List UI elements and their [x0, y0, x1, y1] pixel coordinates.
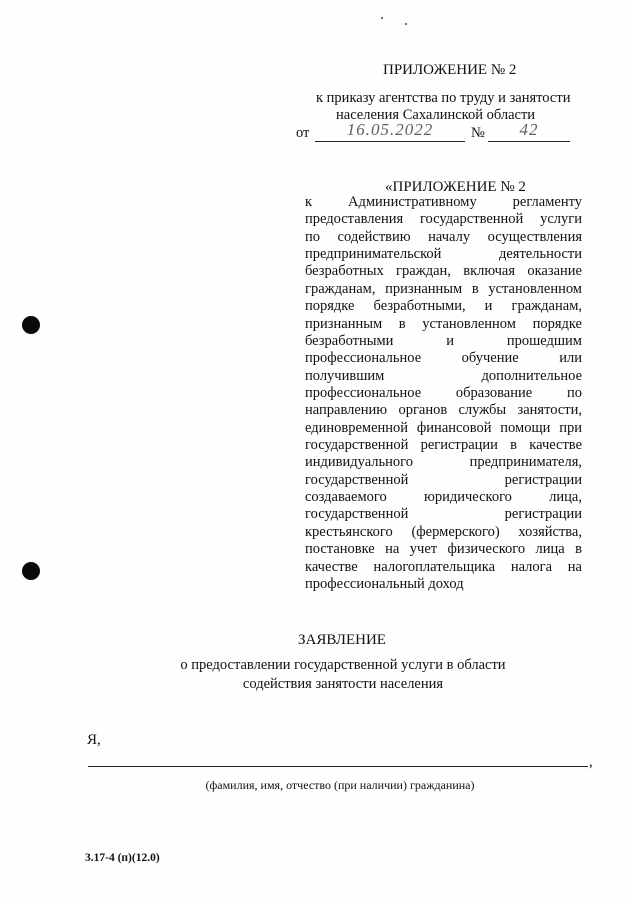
order-appendix-title: ПРИЛОЖЕНИЕ № 2 — [383, 62, 517, 78]
statement-subtitle-line-1: о предоставлении государственной услуги в области — [180, 657, 506, 673]
scan-speck — [381, 17, 383, 19]
regulation-line: качестве налогоплательщика налога на — [305, 558, 582, 575]
regulation-line: государственной регистрации в качестве — [305, 437, 582, 454]
regulation-line: единовременной финансовой помощи при — [305, 419, 582, 436]
order-number-label: № — [471, 125, 485, 141]
regulation-description — [305, 194, 582, 593]
statement-subtitle-line-2: содействия занятости населения — [242, 676, 444, 692]
punch-hole-bottom — [22, 562, 40, 580]
applicant-label: Я, — [87, 732, 101, 748]
form-code: 3.17-4 (п)(12.0) — [85, 852, 160, 864]
applicant-name-line — [88, 766, 588, 767]
scan-speck — [405, 23, 407, 25]
applicant-name-caption: (фамилия, имя, отчество (при наличии) гражданина) — [205, 778, 475, 792]
regulation-line-last: профессиональный доход — [305, 575, 464, 592]
punch-hole-top — [22, 316, 40, 334]
regulation-line: предоставления государственной услуги — [305, 211, 582, 228]
order-number-handwritten: 42 — [519, 120, 539, 139]
order-date-handwritten: 16.05.2022 — [346, 120, 434, 139]
order-from-label: от — [296, 125, 310, 141]
regulation-line: к Административному регламенту — [305, 194, 582, 210]
regulation-line: создаваемого юридического лица, — [305, 489, 582, 506]
regulation-line: профессиональное обучение или — [305, 350, 582, 367]
statement-title: ЗАЯВЛЕНИЕ — [298, 632, 386, 648]
regulation-line: по содействию началу осуществления — [305, 228, 582, 245]
regulation-line: предпринимательской деятельности — [305, 246, 582, 263]
regulation-line: государственной регистрации — [305, 471, 582, 488]
order-date-field — [315, 120, 465, 142]
regulation-line: безработными и прошедшим — [305, 332, 582, 349]
regulation-line: профессиональное образование по — [305, 384, 582, 401]
order-reference-line-2: населения Сахалинской области — [336, 107, 536, 123]
regulation-line: направлению органов службы занятости, — [305, 402, 582, 419]
order-reference-line-1: к приказу агентства по труду и занятости — [316, 90, 571, 106]
regulation-line: крестьянского (фермерского) хозяйства, — [305, 523, 582, 540]
regulation-line: гражданам, признанным в установленном — [305, 280, 582, 297]
applicant-name-comma: , — [589, 754, 593, 770]
regulation-line: постановке на учет физического лица в — [305, 541, 582, 558]
regulation-line: индивидуального предпринимателя, — [305, 454, 582, 471]
regulation-appendix-title: «ПРИЛОЖЕНИЕ № 2 — [385, 179, 526, 195]
order-number-field — [488, 120, 570, 142]
regulation-line: признанным в установленном порядке — [305, 315, 582, 332]
regulation-line: порядке безработными, и гражданам, — [305, 298, 582, 315]
regulation-line: получившим дополнительное — [305, 367, 582, 384]
regulation-line: безработных граждан, включая оказание — [305, 263, 582, 280]
regulation-line: государственной регистрации — [305, 506, 582, 523]
